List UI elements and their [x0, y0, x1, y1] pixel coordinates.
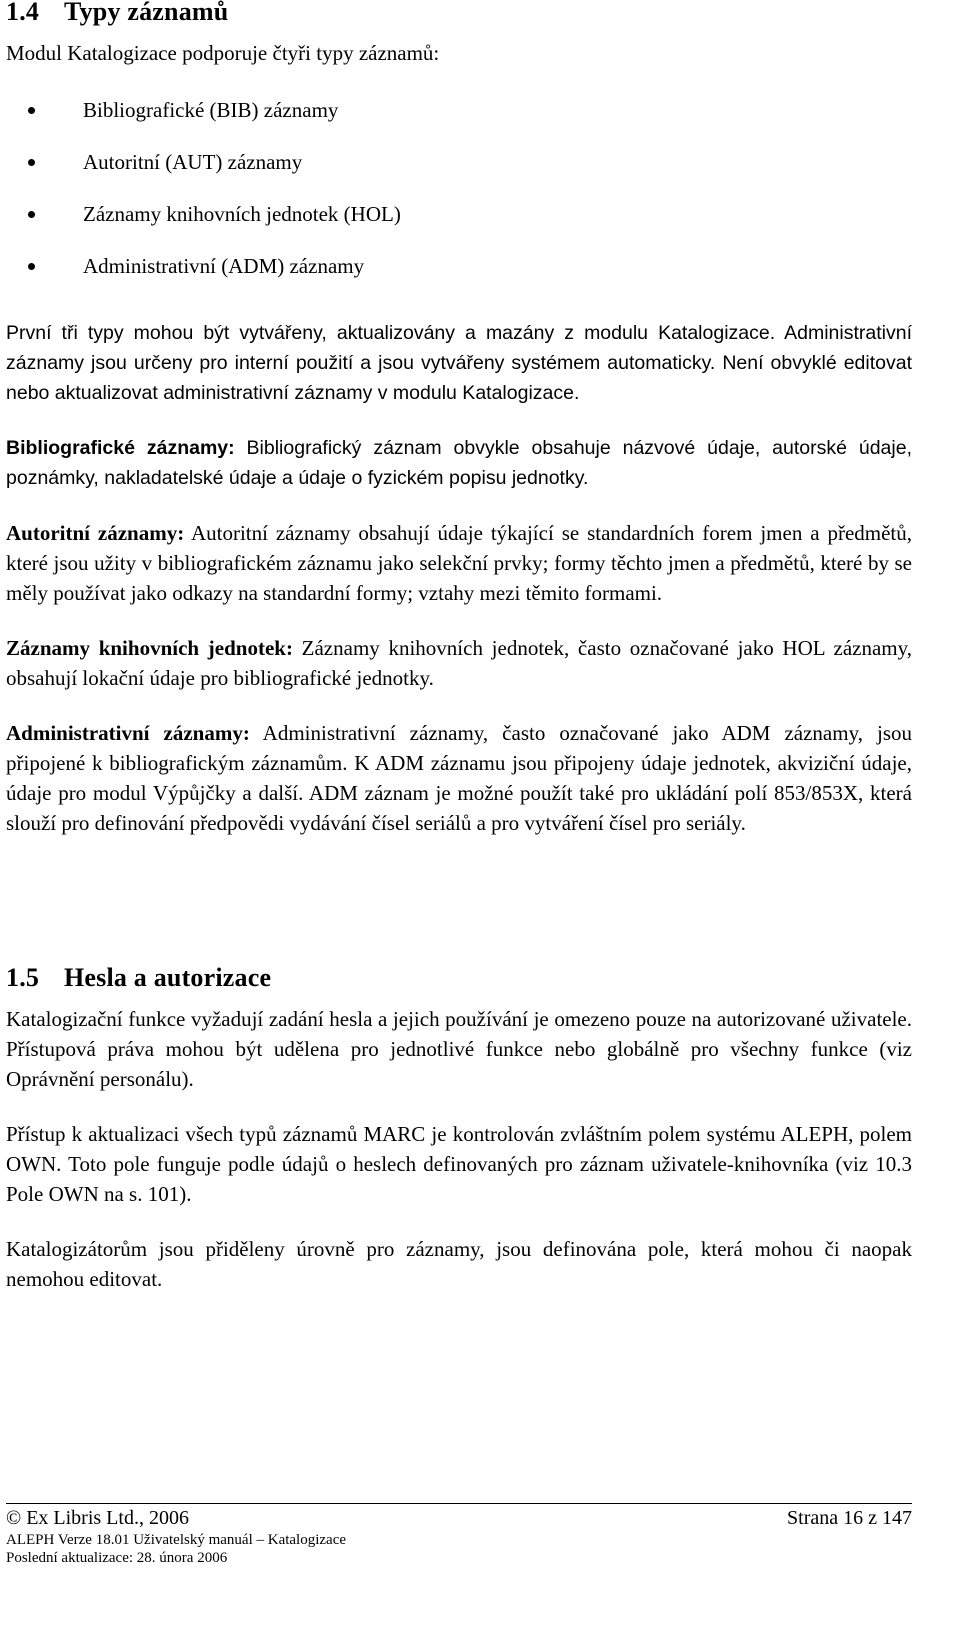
bullet-icon [28, 107, 35, 114]
list-item: Bibliografické (BIB) záznamy [6, 95, 912, 125]
list-item: Administrativní (ADM) záznamy [6, 251, 912, 281]
section-title: Typy záznamů [64, 0, 229, 26]
adm-lead: Administrativní záznamy: [6, 721, 250, 745]
overview-paragraph: První tři typy mohou být vytvářeny, aktualizovány a mazány z modulu Katalogizace. Administrativní záznamy jsou určeny pro interní použití a jsou vytvářeny systémem automaticky. Není obvyklé editovat nebo aktualizovat administrativní záznamy v modulu Katalogizace. [6, 322, 912, 404]
section-1-5-heading [6, 962, 912, 994]
document-page [6, 0, 912, 1294]
hol-paragraph [6, 633, 912, 693]
section-number: 1.5 [6, 963, 40, 992]
bullet-icon [28, 263, 35, 270]
footer-divider [6, 1503, 912, 1504]
bib-paragraph [6, 433, 912, 493]
footer-main-row [6, 1505, 912, 1531]
aut-lead: Autoritní záznamy: [6, 521, 185, 545]
intro-paragraph: Modul Katalogizace podporuje čtyři typy záznamů: [6, 41, 440, 65]
adm-body: Administrativní záznamy, často označované jako ADM záznamy, jsou připojené k bibliografickým záznamům. K ADM záznamu jsou připojeny údaje jednotek, akviziční údaje, údaje pro modul Výpůjčky a další. ADM záznam je možné použít také pro ukládání polí 853/853X, která slouží pro definování předpovědi vydávání čísel seriálů a pro vytváření čísel pro seriály. [6, 721, 912, 835]
hol-body: Záznamy knihovních jednotek, často označované jako HOL záznamy, obsahují lokační údaje pro bibliografické jednotky. [6, 636, 913, 690]
page-footer [6, 1503, 912, 1567]
auth-paragraph-2: Přístup k aktualizaci všech typů záznamů MARC je kontrolován zvláštním polem systému ALEPH, polem OWN. Toto pole funguje podle údajů o heslech definovaných pro záznam uživatele-knihovníka (viz 10.3 Pole OWN na s. 101). [6, 1122, 912, 1206]
bib-body: Bibliografický záznam obvykle obsahuje názvové údaje, autorské údaje, poznámky, nakladatelské údaje a údaje o fyzickém popisu jednotky. [6, 437, 912, 489]
bullet-icon [28, 159, 35, 166]
aut-body: Autoritní záznamy obsahují údaje týkající se standardních forem jmen a předmětů, které jsou užity v bibliografickém záznamu jako selekční prvky; formy těchto jmen a předmětů, které by se měly používat jako odkazy na standardní formy; vztahy mezi těmito formami. [6, 521, 912, 605]
list-item: Záznamy knihovních jednotek (HOL) [6, 199, 912, 229]
adm-paragraph [6, 718, 912, 838]
list-item: Autoritní (AUT) záznamy [6, 147, 912, 177]
section-1-4-heading [6, 0, 912, 28]
copyright-text: © Ex Libris Ltd., 2006 [6, 1507, 189, 1529]
auth-paragraph-1: Katalogizační funkce vyžadují zadání hesla a jejich používání je omezeno pouze na autorizované uživatele. Přístupová práva mohou být udělena pro jednotlivé funkce nebo globálně pro všechny funkce (viz Oprávnění personálu). [6, 1007, 912, 1091]
auth-paragraph-3: Katalogizátorům jsou přiděleny úrovně pro záznamy, jsou definována pole, která mohou či naopak nemohou editovat. [6, 1237, 912, 1291]
bullet-icon [28, 211, 35, 218]
page-number: Strana 16 z 147 [787, 1507, 912, 1529]
section-number: 1.4 [6, 0, 40, 26]
last-updated: Poslední aktualizace: 28. února 2006 [6, 1550, 228, 1566]
aut-paragraph [6, 518, 912, 608]
hol-lead: Záznamy knihovních jednotek: [6, 636, 293, 660]
bib-lead: Bibliografické záznamy: [6, 437, 235, 459]
manual-title: ALEPH Verze 18.01 Uživatelský manuál – Katalogizace [6, 1532, 347, 1548]
section-title: Hesla a autorizace [64, 963, 272, 992]
record-types-list [6, 95, 912, 281]
